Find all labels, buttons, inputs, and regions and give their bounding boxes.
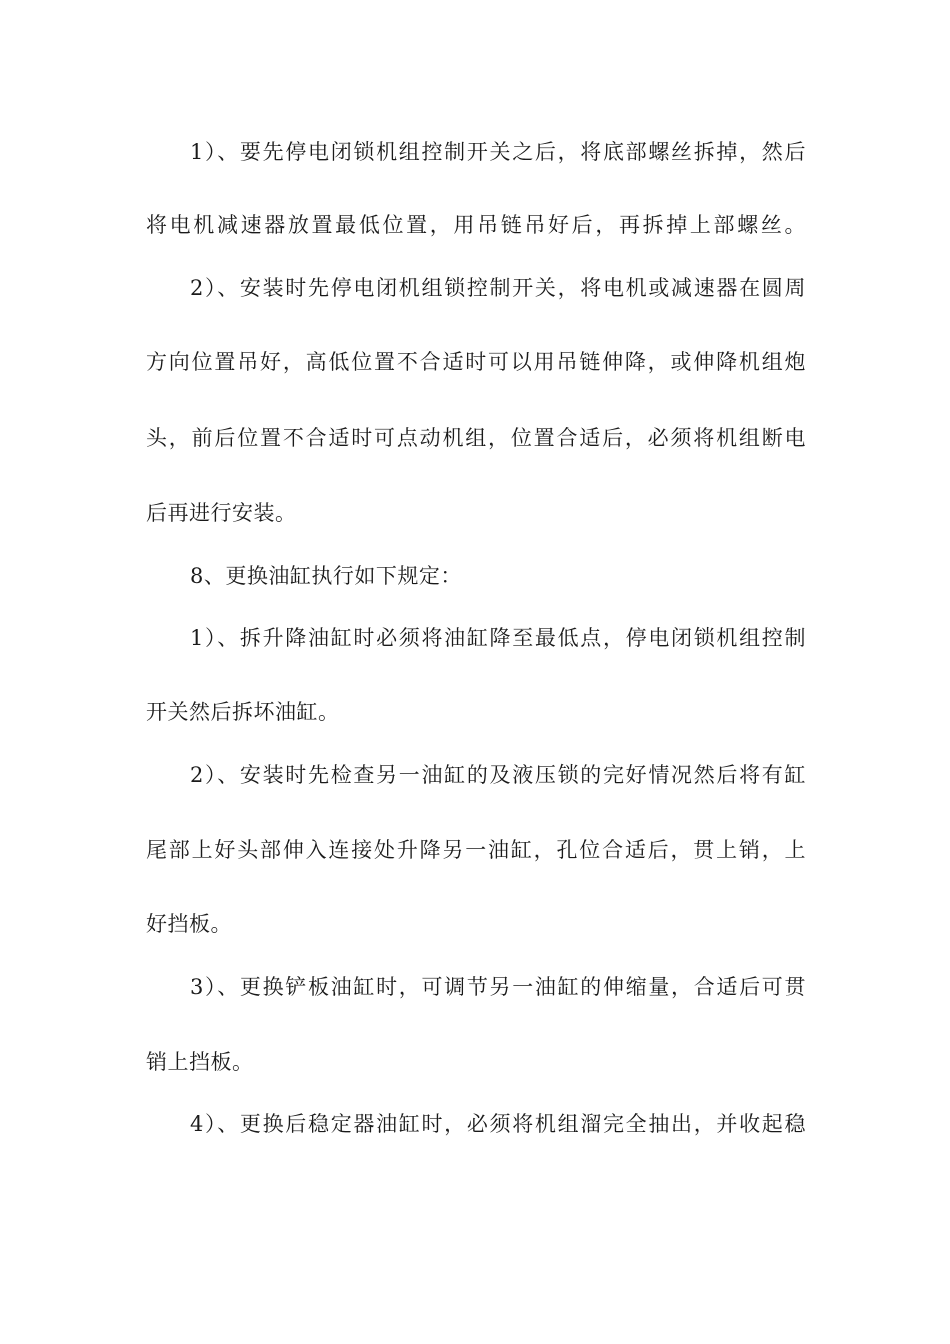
paragraph-line: 开关然后拆坏油缸。 — [146, 700, 340, 724]
paragraph-line: 方向位置吊好，高低位置不合适时可以用吊链伸降，或伸降机组炮 — [146, 350, 806, 374]
paragraph-line: 4）、更换后稳定器油缸时，必须将机组溜完全抽出，并收起稳 — [190, 1112, 806, 1136]
paragraph-line: 头，前后位置不合适时可点动机组，位置合适后，必须将机组断电 — [146, 426, 806, 450]
paragraph-line: 销上挡板。 — [146, 1050, 254, 1074]
paragraph-line: 尾部上好头部伸入连接处升降另一油缸，孔位合适后，贯上销，上 — [146, 838, 806, 862]
paragraph-line: 好挡板。 — [146, 912, 232, 936]
paragraph-line: 2）、安装时先停电闭机组锁控制开关，将电机或减速器在圆周 — [190, 276, 806, 300]
section-heading: 8、更换油缸执行如下规定： — [190, 564, 462, 588]
paragraph-line: 将电机减速器放置最低位置，用吊链吊好后，再拆掉上部螺丝。 — [146, 213, 806, 237]
paragraph-line: 2）、安装时先检查另一油缸的及液压锁的完好情况然后将有缸 — [190, 763, 806, 787]
paragraph-line: 后再进行安装。 — [146, 501, 297, 525]
paragraph-line: 3）、更换铲板油缸时，可调节另一油缸的伸缩量，合适后可贯 — [190, 975, 806, 999]
paragraph-line: 1）、拆升降油缸时必须将油缸降至最低点，停电闭锁机组控制 — [190, 626, 806, 650]
paragraph-line: 1）、要先停电闭锁机组控制开关之后，将底部螺丝拆掉，然后 — [190, 140, 806, 164]
